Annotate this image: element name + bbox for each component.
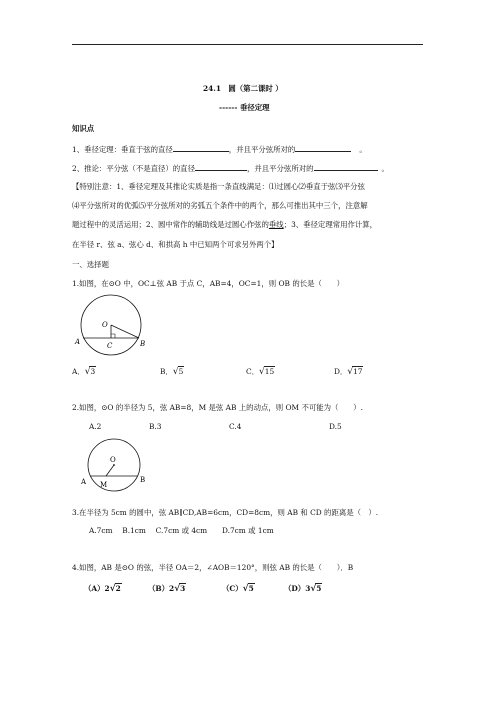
q4-option-c[interactable]: （C）√5 <box>222 584 254 594</box>
right-angle-mark <box>111 334 115 338</box>
q1-option-a[interactable]: A．√3 <box>72 367 96 377</box>
q2-option-a[interactable]: A.2 <box>89 422 102 431</box>
option-label: B． <box>160 367 173 376</box>
label-o: O <box>102 321 108 329</box>
note-line-3-c: ；3、垂径定理常用作计算， <box>283 220 378 229</box>
coefficient: 2 <box>169 584 175 593</box>
q1-option-c[interactable]: C．√15 <box>246 367 275 377</box>
knowledge-1-text: 1、垂径定理：垂直于弦的直径 <box>72 145 173 154</box>
radicand: 3 <box>180 584 186 593</box>
label-a: A <box>75 338 81 346</box>
q1-option-d[interactable]: D．√17 <box>334 367 363 377</box>
question-1: 1.如图，在⊙O 中，OC⊥弦 AB 于点 C，AB=4，OC=1，则 OB 的长是（ ） <box>72 279 345 288</box>
q2-option-d[interactable]: D.5 <box>329 422 342 431</box>
fill-blank[interactable] <box>314 162 378 171</box>
page-title: 24.1 圆（第二课时 ） <box>203 84 283 93</box>
header-rule <box>72 44 423 45</box>
radicand: 15 <box>264 367 275 376</box>
knowledge-heading: 知识点 <box>72 124 95 133</box>
label-b: B <box>140 340 146 348</box>
knowledge-1-mid: ，并且平分弦所对的 <box>228 145 296 154</box>
segment-om <box>106 465 114 476</box>
option-label: （A） <box>84 584 105 593</box>
knowledge-2-text: 2、推论：平分弦（不是直径）的直径 <box>72 164 195 173</box>
page-subtitle: ------ 垂径定理 <box>219 103 270 112</box>
q4-option-a[interactable]: （A）2√2 <box>84 584 121 594</box>
question-2-figure <box>76 438 158 494</box>
option-label: A． <box>72 367 85 376</box>
option-label: （B） <box>148 584 170 593</box>
radicand: 5 <box>178 367 184 376</box>
knowledge-2-mid: ，并且平分弦所对的 <box>246 164 314 173</box>
q4-option-b[interactable]: （B）2√3 <box>148 584 186 594</box>
label-c: C <box>107 342 113 350</box>
question-2: 2.如图，⊙O 的半径为 5，弦 AB=8，M 是弦 AB 上的动点，则 OM 不可能为（ ）. <box>72 403 363 412</box>
option-label: （C） <box>222 584 243 593</box>
fill-blank[interactable] <box>173 143 229 152</box>
option-label: （D） <box>284 584 306 593</box>
question-4: 4.如图，AB 是⊙O 的弦，半径 OA＝2，∠AOB＝120°，则弦 AB 的长是（ ）．B <box>72 563 354 572</box>
knowledge-2-end: 。 <box>381 164 389 173</box>
radicand: 2 <box>115 584 121 593</box>
option-label: C． <box>246 367 260 376</box>
choice-heading: 一、选择题 <box>72 260 109 269</box>
label-b: B <box>140 476 146 484</box>
q4-option-d[interactable]: （D）3√5 <box>284 584 322 594</box>
q2-option-b[interactable]: B.3 <box>149 422 162 431</box>
label-m: M <box>100 481 108 489</box>
q2-option-c[interactable]: C.4 <box>229 422 242 431</box>
knowledge-item-1 <box>72 143 367 155</box>
fill-blank[interactable] <box>295 143 351 152</box>
question-3: 3.在半径为 5cm 的圆中，弦 AB∥CD,AB=6cm，CD=8cm，则 AB 和 CD 的距离是（ ）. <box>72 508 379 517</box>
radicand: 5 <box>248 584 254 593</box>
note-line-3 <box>72 220 377 230</box>
radicand: 17 <box>353 367 363 376</box>
knowledge-1-end: 。 <box>359 145 367 154</box>
label-a: A <box>81 478 87 486</box>
coefficient: 3 <box>305 584 311 593</box>
center-point <box>113 464 115 466</box>
label-o: O <box>110 456 116 464</box>
coefficient: 2 <box>104 584 110 593</box>
note-line-4: 在半径 r、弦 a、弦心 d、和拱高 h 中已知两个可求另外两个】 <box>72 240 279 249</box>
note-line-3-underlined: 垂线 <box>268 220 284 229</box>
note-line-3-a: 题过程中的灵活运用；2、圆中常作的辅助线是过圆心作弦的 <box>72 220 269 229</box>
q1-option-b[interactable]: B．√5 <box>160 367 184 377</box>
radicand: 5 <box>316 584 322 593</box>
question-1-figure <box>70 294 160 358</box>
knowledge-item-2 <box>72 162 389 174</box>
fill-blank[interactable] <box>195 162 247 171</box>
option-label: D． <box>334 367 348 376</box>
radicand: 3 <box>90 367 96 376</box>
q3-options[interactable]: A.7cm B.1cm C.7cm 或 4cm D.7cm 或 1cm <box>89 526 274 535</box>
note-line-2: ⑷平分弦所对的优弧⑸平分弦所对的劣弧五个条件中的两个，那么可推出其中三个，注意解 <box>72 201 368 210</box>
note-line-1: 【特别注意：1、垂径定理及其推论实质是指一条直线满足：⑴过圆心⑵垂直于弦⑶平分弦 <box>72 182 365 191</box>
